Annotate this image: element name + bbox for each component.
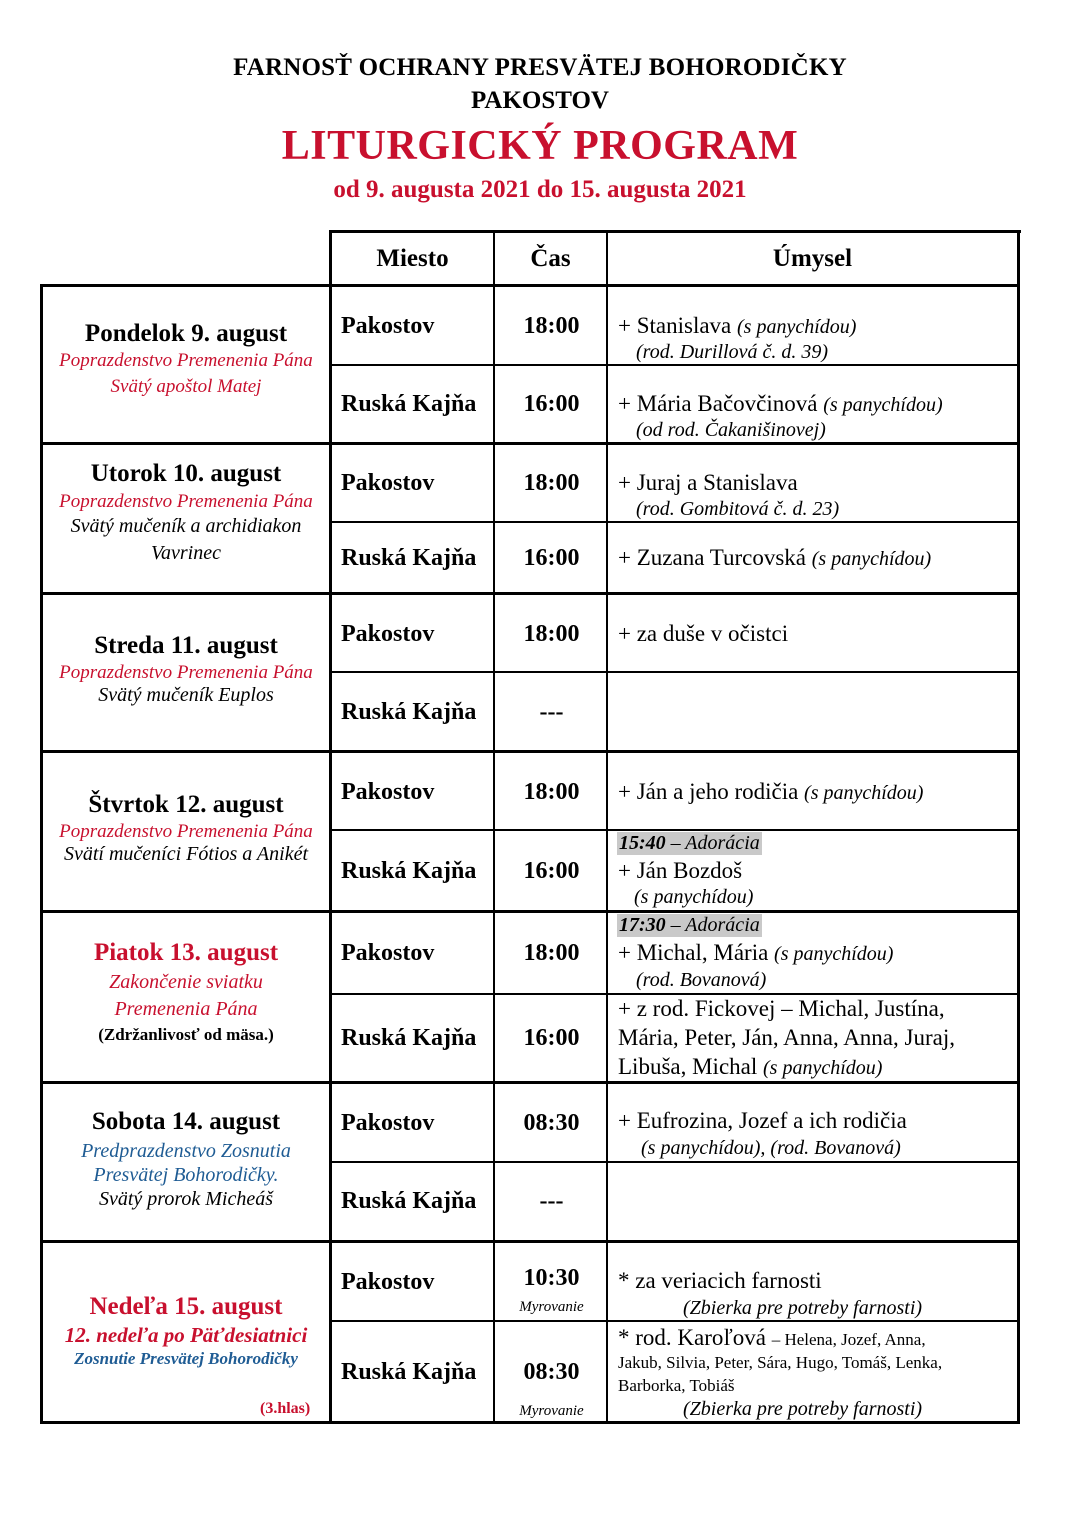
row-detail: (rod. Durillová č. d. 39) [636,341,829,363]
column-header-time: Čas [530,245,571,272]
row-time: 16:00 [523,858,580,884]
row-place: Ruská Kajňa [341,858,477,884]
row-intention: + za duše v očistci [618,621,789,646]
row-place: Pakostov [341,470,435,496]
fasting-note: (Zdržanlivosť od mäsa.) [98,1025,274,1044]
day-name: Utorok 10. august [90,460,282,487]
row-detail: (rod. Gombitová č. d. 23) [636,498,840,520]
row-time: 18:00 [523,779,580,805]
row-place: Ruská Kajňa [341,391,477,417]
row-time: 16:00 [523,545,580,571]
row-time: 18:00 [523,940,580,966]
row-intention: + Juraj a Stanislava [618,470,798,495]
tone-note: (3.hlas) [260,1400,311,1417]
row-time: 18:00 [523,621,580,647]
row-time: 16:00 [523,1025,580,1051]
day-cell-tuesday [42,460,330,565]
row-intention-cont: Barborka, Tobiáš [618,1376,735,1395]
row-time: 08:30 [523,1359,580,1385]
row-detail: (Zbierka pre potreby farnosti) [683,1398,923,1420]
day-saint: Svätý mučeník a archidiakon [70,515,302,537]
row-place: Pakostov [341,1110,435,1136]
row-intention: + Ján Bozdoš [618,858,743,883]
row-place: Pakostov [341,621,435,647]
row-intention: * za veriacich farnosti [618,1268,822,1293]
village-name: PAKOSTOV [471,87,609,114]
row-place: Pakostov [341,313,435,339]
day-cell-sunday [42,1293,330,1369]
row-intention: + Zuzana Turcovská (s panychídou) [618,545,932,570]
day-cell-thursday [42,791,330,866]
row-place: Pakostov [341,779,435,805]
row-time: 08:30 [523,1110,580,1136]
row-detail: (s panychídou), (rod. Bovanová) [641,1137,901,1159]
day-name: Pondelok 9. august [84,320,288,347]
day-feast-cont: Presvätej Bohorodičky. [93,1164,279,1186]
day-feast-cont: Premenenia Pána [114,998,258,1020]
day-name: Nedeľa 15. august [89,1293,283,1320]
page-title: LITURGICKÝ PROGRAM [281,123,799,169]
day-saint: Svätí mučeníci Fótios a Anikét [63,843,308,865]
row-time: 10:30 [523,1265,580,1291]
row-detail: (s panychídou) [634,886,754,908]
row-intention: + Mária Bačovčinová (s panychídou) [618,391,943,416]
row-detail: (rod. Bovanová) [636,969,767,991]
day-feast: Zakončenie sviatku [109,971,263,993]
day-saint-cont: Vavrinec [151,542,221,564]
adoration-badge: 17:30 – Adorácia [619,914,760,936]
row-time-note: Myrovanie [519,1299,584,1315]
adoration-badge: 15:40 – Adorácia [619,832,760,854]
row-intention: + Eufrozina, Jozef a ich rodičia [618,1108,907,1133]
row-place: Ruská Kajňa [341,545,477,571]
row-place: Ruská Kajňa [341,1188,477,1214]
day-name: Streda 11. august [94,632,278,659]
day-name: Sobota 14. august [91,1108,281,1135]
row-place: Ruská Kajňa [341,699,477,725]
row-detail: (od rod. Čakanišinovej) [636,419,826,441]
row-time: 16:00 [523,391,580,417]
column-header-place: Miesto [376,245,449,272]
day-feast: Poprazdenstvo Premenenia Pána [59,491,313,512]
column-header-intention: Úmysel [772,245,853,272]
row-time: 18:00 [523,313,580,339]
row-intention: * rod. Karoľová – Helena, Jozef, Anna, [618,1325,926,1350]
row-intention-cont: Jakub, Silvia, Peter, Sára, Hugo, Tomáš, Lenka, [618,1353,943,1372]
day-name: Piatok 13. august [93,939,279,966]
row-intention-cont: Mária, Peter, Ján, Anna, Anna, Juraj, [618,1025,955,1050]
row-time: --- [539,699,564,725]
date-range: od 9. augusta 2021 do 15. augusta 2021 [333,176,747,203]
row-intention: + Ján a jeho rodičia (s panychídou) [618,779,924,804]
day-cell-friday [42,939,330,1045]
row-intention: + Stanislava (s panychídou) [618,313,857,338]
row-detail: (Zbierka pre potreby farnosti) [683,1297,923,1319]
row-place: Pakostov [341,1269,435,1295]
row-time: 18:00 [523,470,580,496]
day-saint: Svätý apoštol Matej [110,376,262,397]
row-place: Pakostov [341,940,435,966]
day-cell-wednesday [42,632,330,707]
parish-name: FARNOSŤ OCHRANY PRESVÄTEJ BOHORODIČKY [233,54,847,81]
row-time-note: Myrovanie [519,1403,584,1419]
row-intention: + Michal, Mária (s panychídou) [618,940,894,965]
row-intention: + z rod. Fickovej – Michal, Justína, [618,996,945,1021]
day-feast: Zosnutie Presvätej Bohorodičky [74,1349,298,1368]
row-intention-cont: Libuša, Michal (s panychídou) [618,1054,883,1079]
row-place: Ruská Kajňa [341,1359,477,1385]
day-feast: Poprazdenstvo Premenenia Pána [59,350,313,371]
row-place: Ruská Kajňa [341,1025,477,1051]
day-feast: Predprazdenstvo Zosnutia [81,1140,291,1162]
day-saint: Svätý prorok Micheáš [98,1188,274,1210]
sunday-title: 12. nedeľa po Päťdesiatnici [64,1323,308,1347]
day-feast: Poprazdenstvo Premenenia Pána [59,821,313,842]
day-cell-monday [42,320,330,398]
day-name: Štvrtok 12. august [88,791,284,818]
day-cell-saturday [42,1108,330,1211]
day-saint: Svätý mučeník Euplos [98,684,274,706]
day-feast: Poprazdenstvo Premenenia Pána [59,662,313,683]
row-time: --- [539,1188,564,1214]
